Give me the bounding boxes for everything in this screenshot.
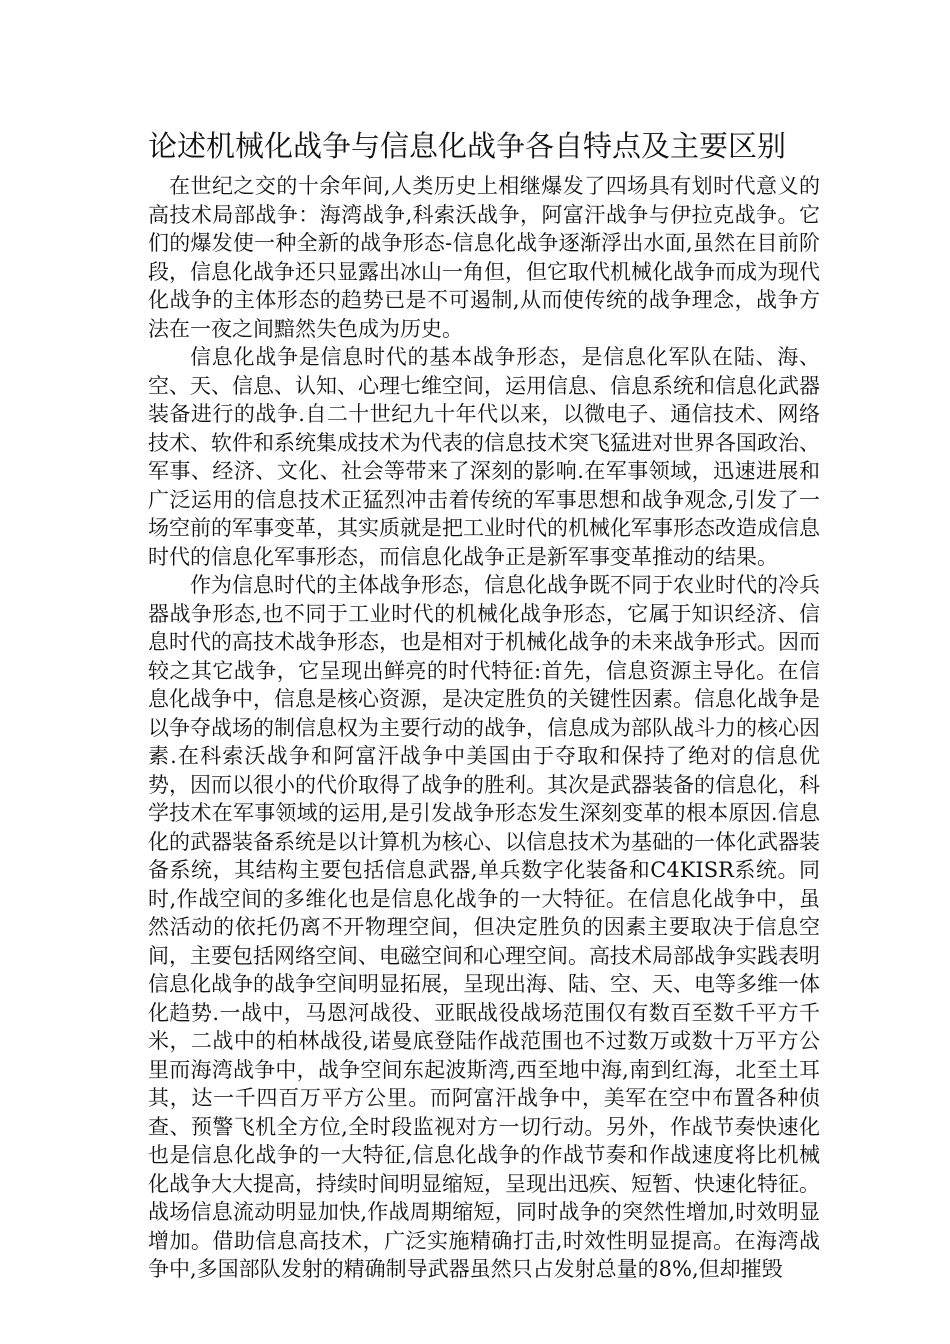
document-title: 论述机械化战争与信息化战争各自特点及主要区别 xyxy=(148,129,787,163)
document-body xyxy=(148,172,820,1284)
paragraph-1: 在世纪之交的十余年间,人类历史上相继爆发了四场具有划时代意义的高技术局部战争：海湾战争,科索沃战争，阿富汗战争与伊拉克战争。它们的爆发使一种全新的战争形态-信息化战争逐渐浮出水面,虽然在目前阶段，信息化战争还只显露出冰山一角但，但它取代机械化战争而成为现代化战争的主体形态的趋势已是不可遏制,从而使传统的战争理念，战争方法在一夜之间黯然失色成为历史。 xyxy=(148,174,820,341)
paragraph-3: 作为信息时代的主体战争形态，信息化战争既不同于农业时代的冷兵器战争形态,也不同于工业时代的机械化战争形态，它属于知识经济、信息时代的高技术战争形态，也是相对于机械化战争的未来战争形式。因而较之其它战争，它呈现出鲜亮的时代特征:首先，信息资源主导化。在信息化战争中，信息是核心资源，是决定胜负的关键性因素。信息化战争是以争夺战场的制信息权为主要行动的战争，信息成为部队战斗力的核心因素.在科索沃战争和阿富汗战争中美国由于夺取和保持了绝对的信息优势，因而以很小的代价取得了战争的胜利。其次是武器装备的信息化，科学技术在军事领域的运用,是引发战争形态发生深刻变革的根本原因.信息化的武器装备系统是以计算机为核心、以信息技术为基础的一体化武器装备系统，其结构主要包括信息武器,单兵数字化装备和C4KISR系统。同时,作战空间的多维化也是信息化战争的一大特征。在信息化战争中，虽然活动的依托仍离不开物理空间，但决定胜负的因素主要取决于信息空间，主要包括网络空间、电磁空间和心理空间。高技术局部战争实践表明信息化战争的战争空间明显拓展，呈现出海、陆、空、天、电等多维一体化趋势.一战中，马恩河战役、亚眠战役战场范围仅有数百至数千平方千米，二战中的柏林战役,诺曼底登陆作战范围也不过数万或数十万平方公里而海湾战争中，战争空间东起波斯湾,西至地中海,南到红海，北至土耳其，达一千四百万平方公里。而阿富汗战争中，美军在空中布置各种侦查、预警飞机全方位,全时段监视对方一切行动。另外，作战节奏快速化也是信息化战争的一大特征,信息化战争的作战节奏和作战速度将比机械化战争大大提高，持续时间明显缩短，呈现出迅疾、短暂、快速化特征。战场信息流动明显加快,作战周期缩短，同时战争的突然性增加,时效明显增加。借助信息高技术，广泛实施精确打击,时效性明显提高。在海湾战争中,多国部队发射的精确制导武器虽然只占发射总量的8%,但却摧毁 xyxy=(148,573,820,1281)
paragraph-2: 信息化战争是信息时代的基本战争形态，是信息化军队在陆、海、空、天、信息、认知、心理七维空间，运用信息、信息系统和信息化武器装备进行的战争.自二十世纪九十年代以来，以微电子、通信技术、网络技术、软件和系统集成技术为代表的信息技术突飞猛进对世界各国政治、军事、经济、文化、社会等带来了深刻的影响.在军事领域，迅速进展和广泛运用的信息技术正猛烈冲击着传统的军事思想和战争观念,引发了一场空前的军事变革，其实质就是把工业时代的机械化军事形态改造成信息时代的信息化军事形态，而信息化战争正是新军事变革推动的结果。 xyxy=(148,345,820,569)
